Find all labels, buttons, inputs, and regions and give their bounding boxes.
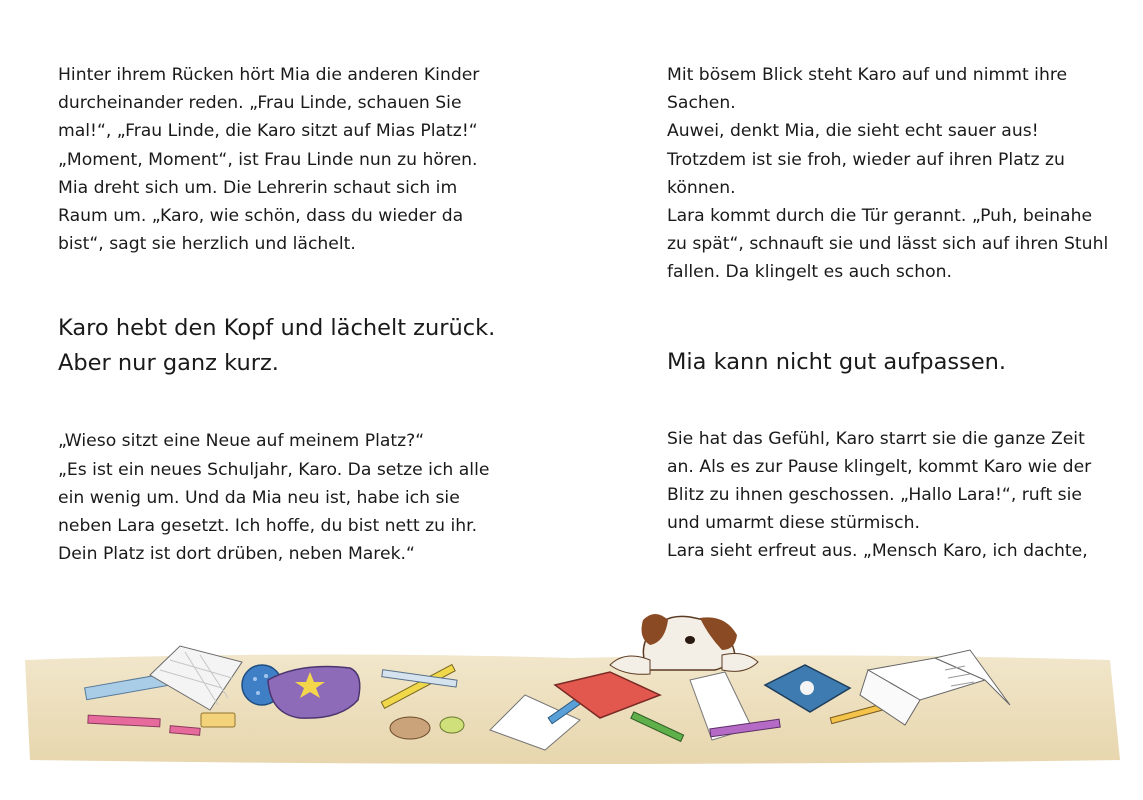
left-paragraph-2 <box>58 427 498 568</box>
text-line: zu spät“, schnauft sie und lässt sich auf ihren Stuhl <box>667 234 1109 255</box>
text-line: Sachen. <box>667 93 736 114</box>
text-line: Auwei, denkt Mia, die sieht echt sauer aus! <box>667 121 1039 142</box>
text-line: mal!“, „Frau Linde, die Karo sitzt auf Mias Platz!“ <box>58 121 478 142</box>
desk-illustration <box>0 600 1143 800</box>
text-line: Trotzdem ist sie froh, wieder auf ihren Platz zu <box>667 149 1065 170</box>
left-large-text <box>58 311 498 381</box>
right-paragraph-2 <box>667 425 1107 566</box>
text-line: Mia dreht sich um. Die Lehrerin schaut sich im <box>58 177 458 198</box>
text-line: bist“, sagt sie herzlich und lächelt. <box>58 234 356 255</box>
left-column <box>58 61 498 568</box>
right-paragraph-1 <box>667 61 1107 287</box>
right-column <box>667 61 1107 566</box>
text-line: Sie hat das Gefühl, Karo starrt sie die ganze Zeit <box>667 428 1085 449</box>
text-line: „Moment, Moment“, ist Frau Linde nun zu hören. <box>58 149 478 170</box>
eraser-icon <box>201 713 235 727</box>
text-line: Lara sieht erfreut aus. „Mensch Karo, ich dachte, <box>667 541 1088 562</box>
large-text-line: Mia kann nicht gut aufpassen. <box>667 348 1007 375</box>
apple-icon <box>440 717 464 733</box>
right-large-text <box>667 345 1107 380</box>
sandwich-icon <box>390 717 430 739</box>
text-line: durcheinander reden. „Frau Linde, schauen Sie <box>58 93 462 114</box>
text-line: fallen. Da klingelt es auch schon. <box>667 262 953 283</box>
pencil-case-icon <box>268 667 360 719</box>
text-line: können. <box>667 177 736 198</box>
text-line: Lara kommt durch die Tür gerannt. „Puh, beinahe <box>667 206 1093 227</box>
large-text-line: Karo hebt den Kopf und lächelt zurück. <box>58 315 496 342</box>
text-line: „Es ist ein neues Schuljahr, Karo. Da setze ich alle <box>58 459 490 480</box>
large-text-line: Aber nur ganz kurz. <box>58 350 279 377</box>
text-line: ein wenig um. Und da Mia neu ist, habe ich sie <box>58 487 460 508</box>
text-line: Mit bösem Blick steht Karo auf und nimmt ihre <box>667 65 1068 85</box>
text-line: Blitz zu ihnen geschossen. „Hallo Lara!“, ruft sie <box>667 485 1082 506</box>
text-line: „Wieso sitzt eine Neue auf meinem Platz?“ <box>58 431 425 452</box>
text-line: Raum um. „Karo, wie schön, dass du wieder da <box>58 206 464 227</box>
left-paragraph-1 <box>58 61 498 258</box>
text-line: an. Als es zur Pause klingelt, kommt Karo wie der <box>667 456 1092 477</box>
text-line: neben Lara gesetzt. Ich hoffe, du bist nett zu ihr. <box>58 516 478 537</box>
text-line: Dein Platz ist dort drüben, neben Marek.“ <box>58 544 415 565</box>
dog-icon <box>610 614 758 674</box>
text-line: und umarmt diese stürmisch. <box>667 513 920 534</box>
text-line: Hinter ihrem Rücken hört Mia die anderen Kinder <box>58 65 480 85</box>
